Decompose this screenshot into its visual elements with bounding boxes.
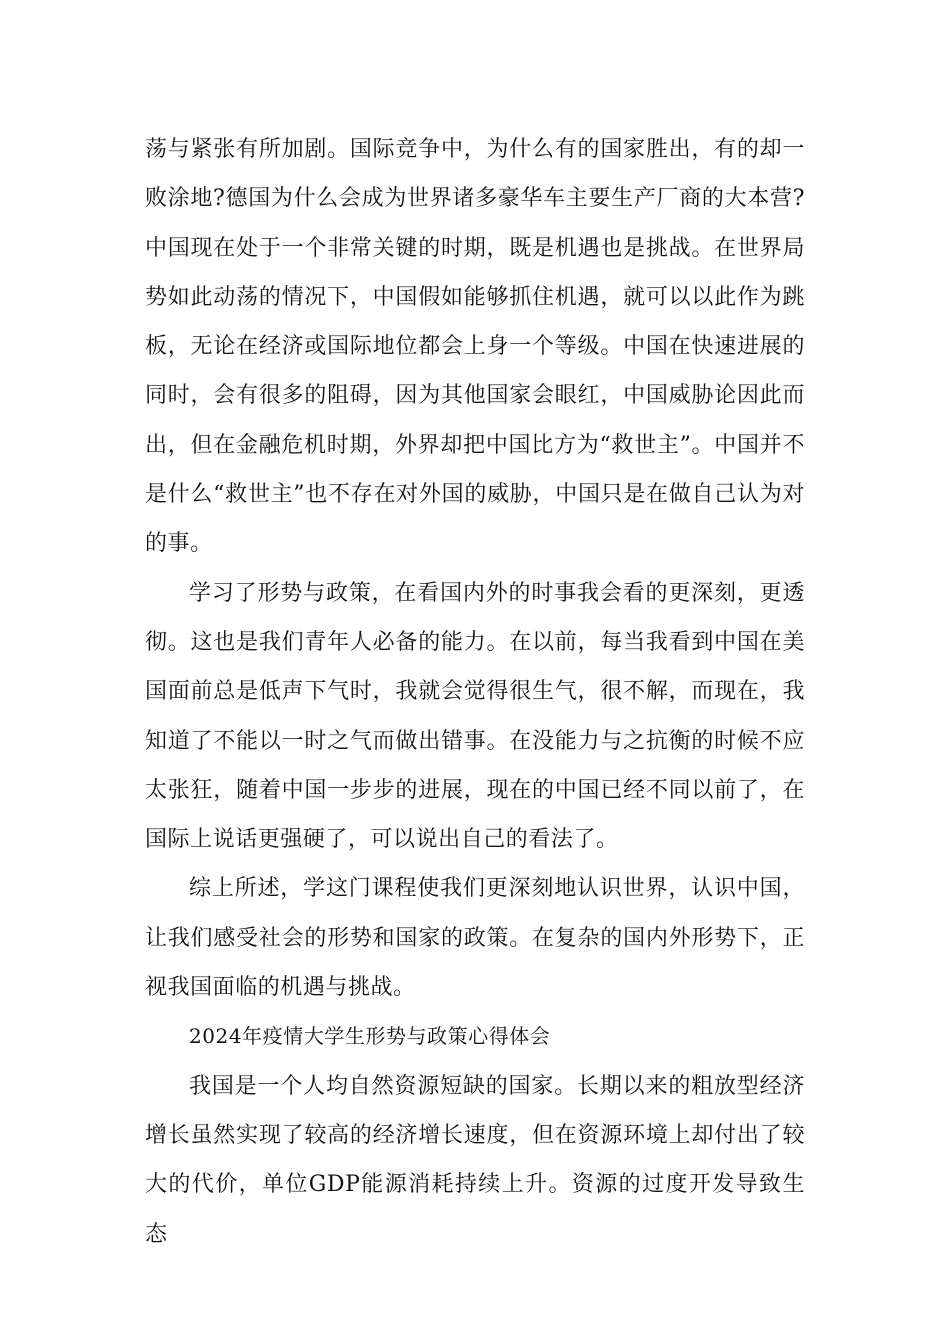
paragraph-continued: 荡与紧张有所加剧。国际竞争中，为什么有的国家胜出，有的却一败涂地?德国为什么会成为世界诸多豪华车主要生产厂商的大本营?中国现在处于一个非常关键的时期，既是机遇也是挑战。在世界局势如此动荡的情况下，中国假如能够抓住机遇，就可以以此作为跳板，无论在经济或国际地位都会上身一个等级。中国在快速进展的同时，会有很多的阻碍，因为其他国家会眼红，中国威胁论因此而出，但在金融危机时期，外界却把中国比方为“救世主”。中国并不是什么“救世主”也不存在对外国的威胁，中国只是在做自己认为对的事。 [145, 137, 805, 557]
paragraph-resources: 我国是一个人均自然资源短缺的国家。长期以来的粗放型经济增长虽然实现了较高的经济增长速度，但在资源环境上却付出了较大的代价，单位GDP能源消耗持续上升。资源的过度开发导致生态 [145, 1073, 805, 1247]
paragraph-summary: 综上所述，学这门课程使我们更深刻地认识世界，认识中国，让我们感受社会的形势和国家的政策。在复杂的国内外形势下，正视我国面临的机遇与挑战。 [145, 876, 805, 1001]
section-heading: 2024年疫情大学生形势与政策心得体会 [189, 1024, 551, 1049]
paragraph-study-reflection: 学习了形势与政策，在看国内外的时事我会看的更深刻，更透彻。这也是我们青年人必备的能力。在以前，每当我看到中国在美国面前总是低声下气时，我就会觉得很生气，很不解，而现在，我知道了不能以一时之气而做出错事。在没能力与之抗衡的时候不应太张狂，随着中国一步步的进展，现在的中国已经不同以前了，在国际上说话更强硬了，可以说出自己的看法了。 [145, 580, 805, 853]
document-body [145, 125, 805, 1259]
